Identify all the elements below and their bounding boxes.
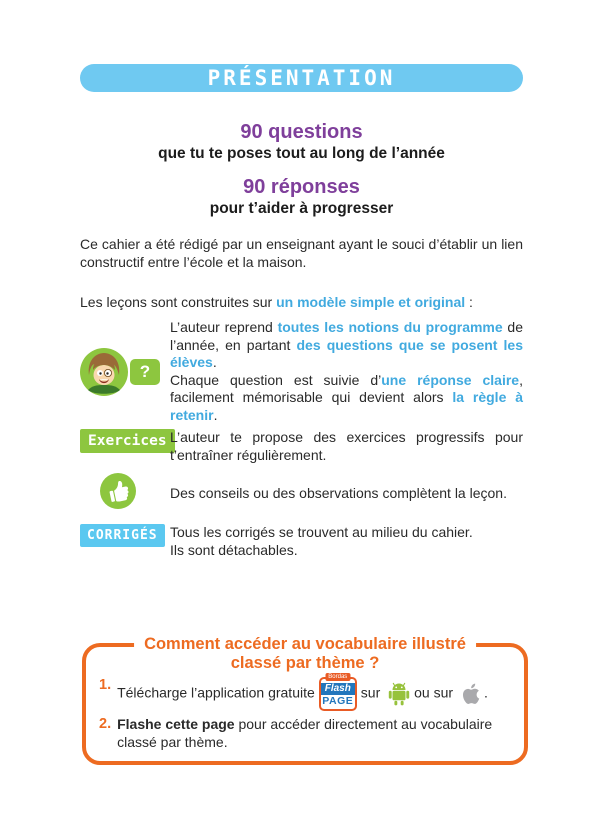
questions-heading: 90 questions [240, 121, 363, 143]
step-2-number: 2. [99, 716, 112, 732]
lessons-lead [80, 294, 523, 310]
question-feature-text: L’auteur reprend toutes les notions du programme de l’année, en partant des questions que se posent les élèves. Chaque question est suivie d’une réponse claire, facilement mémorisable qui devient alors la règle à retenir. [170, 319, 523, 423]
corriges-badge: CORRIGÉS [80, 524, 165, 547]
vocab-title-line2: classé par thème ? [230, 654, 380, 672]
intro-section [80, 121, 523, 218]
step-2-bold: Flashe cette page [117, 716, 235, 732]
exercices-badge: Exercices [80, 429, 175, 453]
flashpage-word1: Flash [321, 683, 355, 695]
intro-paragraph: Ce cahier a été rédigé par un enseignant ayant le souci d’établir un lien constructif entre l’école et la maison. [80, 236, 523, 270]
lead-prefix: Les leçons sont construites sur [80, 294, 277, 310]
exercices-text: L’auteur te propose des exercices progressifs pour t’entraîner régulièrement. [170, 429, 523, 463]
feature-questions [80, 319, 523, 424]
kid-face-icon [80, 348, 128, 396]
vocab-box-title [134, 635, 476, 673]
corriges-text: Tous les corrigés se trouvent au milieu du cahier. Ils sont détachables. [170, 524, 473, 558]
page-title-banner [80, 64, 523, 92]
answers-subheading: pour t’aider à progresser [209, 200, 394, 217]
feature-corriges [80, 524, 523, 559]
feature-exercices [80, 429, 523, 464]
flashpage-word2: PAGE [322, 695, 354, 707]
apple-icon [461, 683, 480, 705]
question-feature-icons [80, 319, 170, 424]
question-mark-icon [130, 359, 160, 385]
vocab-access-box [82, 635, 528, 765]
page-title: PRÉSENTATION [207, 66, 396, 90]
thumbs-up-icon [100, 473, 136, 509]
vocab-step-1: 1. Télécharge l’application gratuite Bordas Flash PAGE sur ou sur . [99, 677, 512, 711]
conseils-text: Des conseils ou des observations complètent la leçon. [170, 484, 507, 501]
lead-highlight: un modèle simple et original [276, 294, 466, 310]
question-mark-glyph: ? [139, 361, 151, 381]
vocab-steps [99, 674, 512, 756]
android-icon [388, 682, 410, 706]
questions-subheading: que tu te poses tout au long de l’année [158, 145, 445, 162]
flashpage-logo [319, 674, 357, 711]
vocab-title-line1: Comment accéder au vocabulaire illustré [144, 635, 466, 653]
lead-suffix: : [465, 294, 473, 310]
answers-heading: 90 réponses [243, 176, 360, 198]
step-1-number: 1. [99, 677, 112, 693]
flashpage-brand: Bordas [325, 673, 350, 681]
vocab-step-2: 2. Flashe cette page pour accéder directement au vocabulaire classé par thème. [99, 716, 493, 750]
feature-conseils [80, 473, 523, 514]
